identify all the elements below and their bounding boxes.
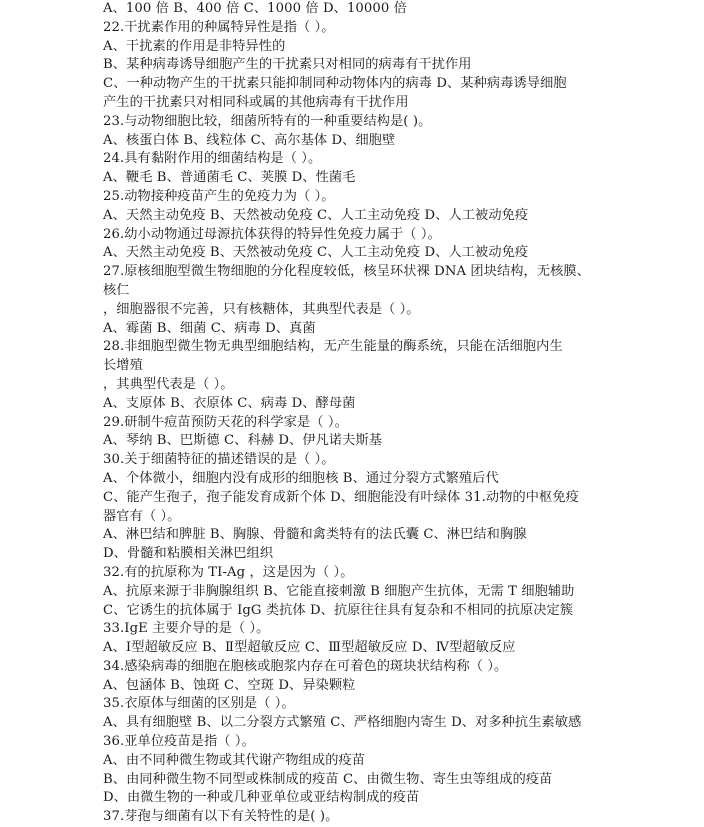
text-line: A、由不同种微生物或其代谢产物组成的疫苗 <box>103 752 366 768</box>
text-line: 器官有（ ）。 <box>103 508 181 524</box>
question-25: 25.动物接种疫苗产生的免疫力为（ ）。 <box>103 188 335 204</box>
question-23: 23.与动物细胞比较，细菌所特有的一种重要结构是( )。 <box>103 113 432 129</box>
text-line: A、淋巴结和脾脏 B、胸腺、骨髓和禽类特有的法氏囊 C、淋巴结和胸腺 <box>103 527 527 543</box>
text-line: A、包涵体 B、蚀斑 C、空斑 D、异染颗粒 <box>103 677 356 693</box>
question-33: 33.IgE 主要介导的是（ ）。 <box>103 621 270 637</box>
text-line: D、由微生物的一种或几种亚单位或亚结构制成的疫苗 <box>103 790 420 806</box>
text-line: A、支原体 B、衣原体 C、病毒 D、酵母菌 <box>103 395 356 411</box>
text-line: ，细胞器很不完善，只有核糖体，其典型代表是（ ）。 <box>103 301 420 317</box>
text-line: C、能产生孢子，孢子能发育成新个体 D、细胞能没有叶绿体 31.动物的中枢免疫 <box>103 489 579 505</box>
question-28: 28.非细胞型微生物无典型细胞结构，无产生能量的酶系统，只能在活细胞内生 <box>103 339 563 355</box>
question-30: 30.关于细菌特征的描述错误的是（ ）。 <box>103 452 335 468</box>
text-line: A、Ⅰ型超敏反应 B、Ⅱ型超敏反应 C、Ⅲ型超敏反应 D、Ⅳ型超敏反应 <box>103 640 516 656</box>
text-line: A、霉菌 B、细菌 C、病毒 D、真菌 <box>103 320 316 336</box>
text-line: A、抗原来源于非胸腺组织 B、它能直接刺激 B 细胞产生抗体，无需 T 细胞辅助 <box>103 583 575 599</box>
text-line: A、干扰素的作用是非特异性的 <box>103 38 286 54</box>
question-29: 29.研制牛痘苗预防天花的科学家是（ ）。 <box>103 414 348 430</box>
text-line: B、某种病毒诱导细胞产生的干扰素只对相同的病毒有干扰作用 <box>103 57 472 73</box>
text-line: 核仁 <box>103 282 130 298</box>
text-line: A、个体微小，细胞内没有成形的细胞核 B、通过分裂方式繁殖后代 <box>103 470 499 486</box>
text-line: A、天然主动免疫 B、天然被动免疫 C、人工主动免疫 D、人工被动免疫 <box>103 245 529 261</box>
text-line: 长增殖 <box>103 358 143 374</box>
question-36: 36.亚单位疫苗是指（ ）。 <box>103 734 255 750</box>
text-line: A、具有细胞壁 B、以二分裂方式繁殖 C、严格细胞内寄生 D、对多种抗生素敏感 <box>103 715 582 731</box>
question-35: 35.衣原体与细菌的区别是（ ）。 <box>103 696 295 712</box>
text-line: C、一种动物产生的干扰素只能抑制同种动物体内的病毒 D、某种病毒诱导细胞 <box>103 76 567 92</box>
question-26: 26.幼小动物通过母源抗体获得的特异性免疫力属于（ ）。 <box>103 226 441 242</box>
text-line: B、由同种微生物不同型或株制成的疫苗 C、由微生物、寄生虫等组成的疫苗 <box>103 771 553 787</box>
text-line: ，其典型代表是（ ）。 <box>103 376 234 392</box>
text-line: A、核蛋白体 B、线粒体 C、高尔基体 D、细胞壁 <box>103 132 396 148</box>
text-line: A、100 倍 B、400 倍 C、1000 倍 D、10000 倍 <box>103 1 407 16</box>
question-34: 34.感染病毒的细胞在胞核或胞浆内存在可着色的斑块状结构称（ ）。 <box>103 658 508 674</box>
text-line: A、鞭毛 B、普通菌毛 C、荚膜 D、性菌毛 <box>103 170 356 186</box>
text-line: A、琴纳 B、巴斯德 C、科赫 D、伊凡诺夫斯基 <box>103 433 383 449</box>
question-32: 32.有的抗原称为 TI-Ag ，这是因为（ ）。 <box>103 564 354 580</box>
question-24: 24.具有黏附作用的细菌结构是（ ）。 <box>103 151 322 167</box>
question-37: 37.芽孢与细菌有以下有关特性的是( )。 <box>103 809 339 825</box>
question-22: 22.干扰素作用的种属特异性是指（ ）。 <box>103 19 335 35</box>
text-line: D、骨髓和粘膜相关淋巴组织 <box>103 546 274 562</box>
text-line: C、它诱生的抗体属于 IgG 类抗体 D、抗原往往具有复杂和不相同的抗原决定簇 <box>103 602 574 618</box>
document-page <box>103 0 693 827</box>
text-line: A、天然主动免疫 B、天然被动免疫 C、人工主动免疫 D、人工被动免疫 <box>103 207 529 223</box>
text-line: 产生的干扰素只对相同科或属的其他病毒有干扰作用 <box>103 94 409 110</box>
question-27: 27.原核细胞型微生物细胞的分化程度较低，核呈环状裸 DNA 团块结构，无核膜、 <box>103 264 590 280</box>
